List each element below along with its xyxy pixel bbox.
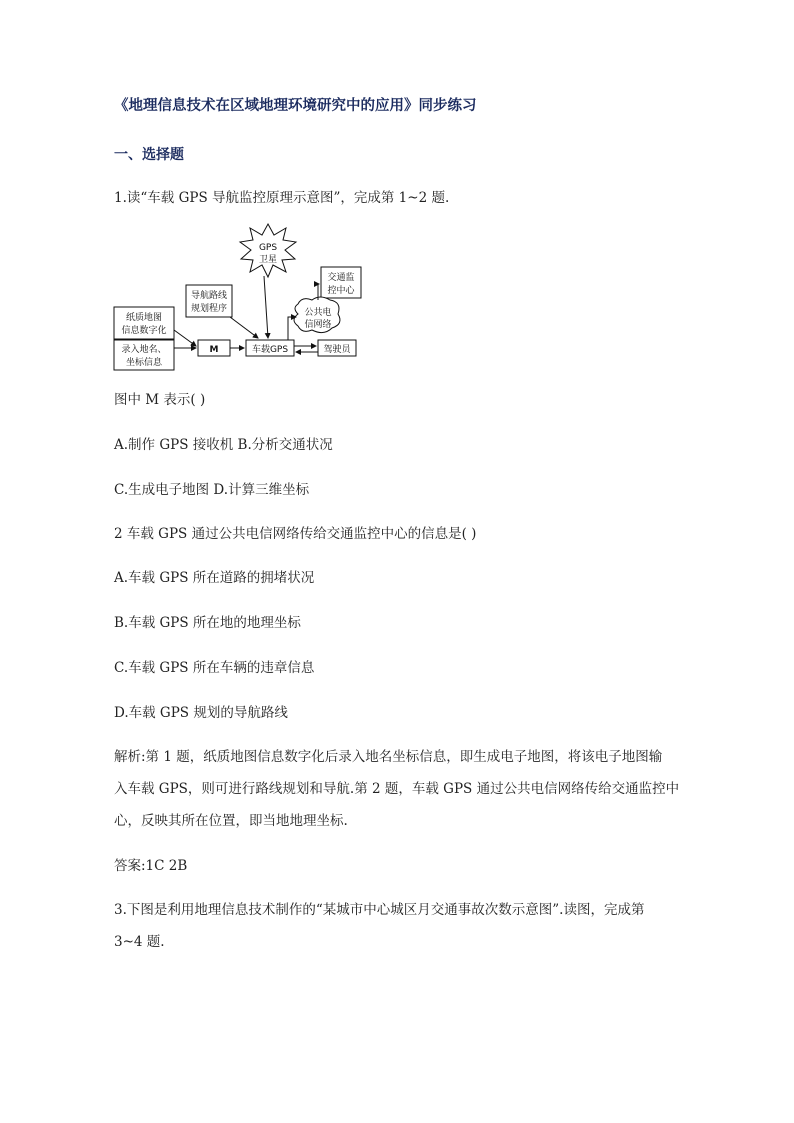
telecom-network-label-2: 信网络 bbox=[304, 320, 332, 330]
m-label: M bbox=[209, 345, 219, 355]
section-heading: 一、选择题 bbox=[114, 147, 184, 163]
gps-satellite-label-2: 卫星 bbox=[258, 255, 278, 265]
analysis-line-3: 心，反映其所在位置，即当地地理坐标. bbox=[114, 813, 348, 829]
question-2-stem: 2 车载 GPS 通过公共电信网络传给交通监控中心的信息是( ) bbox=[114, 526, 477, 542]
traffic-center-label-1: 交通监 bbox=[327, 273, 355, 283]
question-2-option-b: B.车载 GPS 所在地的地理坐标 bbox=[114, 615, 301, 631]
question-2-option-d: D.车载 GPS 规划的导航路线 bbox=[114, 705, 288, 721]
question-1-options-ab: A.制作 GPS 接收机 B.分析交通状况 bbox=[114, 437, 333, 453]
question-1-options-cd: C.生成电子地图 D.计算三维坐标 bbox=[114, 482, 310, 498]
question-2-option-c: C.车载 GPS 所在车辆的违章信息 bbox=[114, 660, 315, 676]
gps-navigation-diagram bbox=[112, 222, 362, 374]
paper-map-label-1: 纸质地图 bbox=[125, 313, 163, 323]
car-gps-label: 车载GPS bbox=[251, 345, 289, 355]
input-info-label-2: 坐标信息 bbox=[125, 358, 163, 368]
traffic-center-label-2: 控中心 bbox=[327, 286, 355, 296]
input-info-label-1: 录入地名、 bbox=[121, 345, 167, 355]
question-1-stem: 1.读“车载 GPS 导航监控原理示意图”，完成第 1~2 题. bbox=[114, 190, 450, 206]
question-1-sub: 图中 M 表示( ) bbox=[114, 392, 206, 408]
question-3-line-1: 3.下图是利用地理信息技术制作的“某城市中心城区月交通事故次数示意图”.读图，完成第 bbox=[114, 902, 645, 918]
nav-program-label-1: 导航路线 bbox=[190, 291, 228, 301]
arrow-satellite-to-car bbox=[264, 276, 268, 338]
analysis-line-1: 解析:第 1 题，纸质地图信息数字化后录入地名坐标信息，即生成电子地图，将该电子地图输 bbox=[114, 749, 663, 765]
telecom-network-label-1: 公共电 bbox=[304, 308, 332, 318]
document-title: 《地理信息技术在区域地理环境研究中的应用》同步练习 bbox=[114, 97, 477, 114]
nav-program-label-2: 规划程序 bbox=[190, 304, 228, 314]
question-3-line-2: 3~4 题. bbox=[114, 934, 165, 950]
analysis-line-2: 入车载 GPS，则可进行路线规划和导航.第 2 题，车载 GPS 通过公共电信网络传给交通监控中 bbox=[114, 781, 680, 797]
arrow-paper-to-m bbox=[174, 330, 196, 346]
gps-satellite-label-1: GPS bbox=[258, 243, 278, 253]
question-2-option-a: A.车载 GPS 所在道路的拥堵状况 bbox=[114, 570, 315, 586]
answer-line: 答案:1C 2B bbox=[114, 858, 188, 874]
arrow-nav-to-car bbox=[230, 317, 258, 338]
driver-label: 驾驶员 bbox=[323, 345, 351, 355]
paper-map-label-2: 信息数字化 bbox=[121, 326, 167, 336]
